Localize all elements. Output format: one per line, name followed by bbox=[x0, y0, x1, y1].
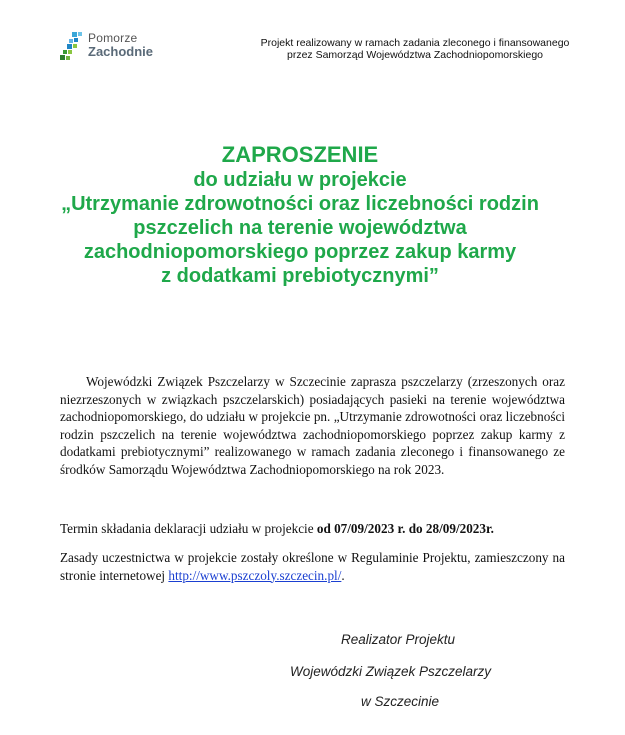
project-name-line-1: „Utrzymanie zdrowotności oraz liczebności rodzin bbox=[61, 193, 539, 215]
header-note-line-2: przez Samorząd Województwa Zachodniopomorskiego bbox=[286, 49, 543, 61]
logo-text-top: Pomorze bbox=[88, 31, 138, 45]
rules-suffix: . bbox=[341, 567, 345, 583]
signature-line-2: Wojewódzki Związek Pszczelarzy bbox=[290, 664, 492, 679]
signature-line-3: w Szczecinie bbox=[361, 694, 440, 709]
deadline-label: Termin składania deklaracji udziału w projekcie bbox=[60, 521, 317, 536]
pomorze-zachodnie-logo-mark-icon bbox=[58, 30, 84, 64]
deadline-paragraph bbox=[60, 520, 565, 538]
invitation-subtitle: do udziału w projekcie bbox=[193, 169, 407, 191]
project-name-line-4: z dodatkami prebiotycznymi” bbox=[161, 265, 439, 287]
invitation-title-block bbox=[40, 142, 560, 288]
invitation-paragraph: Wojewódzki Związek Pszczelarzy w Szczecinie zaprasza pszczelarzy (zrzeszonych oraz niezrzeszonych w związkach pszczelarskich) posiadających pasieki na terenie województwa zachodniopomorskiego, do udziału w projekcie pn. „Utrzymanie zdrowotności oraz liczebności rodzin pszczelich na terenie województwa zachodniopomorskiego poprzez zakup karmy z dodatkami prebiotycznymi” realizowanego w ramach zadania zleconego i finansowanego ze środków Samorządu Województwa Zachodniopomorskiego na rok 2023. bbox=[60, 374, 565, 477]
rules-paragraph bbox=[60, 549, 565, 584]
logo-wordmark bbox=[88, 32, 153, 58]
header-project-note bbox=[240, 37, 590, 61]
signature-line-1: Realizator Projektu bbox=[341, 632, 456, 647]
pomorze-zachodnie-logo bbox=[58, 30, 158, 64]
project-name-line-3: zachodniopomorskiego poprzez zakup karmy bbox=[83, 241, 517, 263]
logo-text-bottom: Zachodnie bbox=[88, 44, 154, 59]
project-name-line-2: pszczelich na terenie województwa bbox=[133, 217, 467, 239]
header-note-line-1: Projekt realizowany w ramach zadania zleconego i finansowanego bbox=[260, 37, 570, 49]
invitation-title: ZAPROSZENIE bbox=[221, 142, 379, 167]
website-link[interactable]: http://www.pszczoly.szczecin.pl/ bbox=[168, 567, 342, 583]
deadline-dates: od 07/09/2023 r. do 28/09/2023r. bbox=[316, 521, 494, 536]
rules-text: Zasady uczestnictwa w projekcie zostały określone w Regulaminie Projektu, zamieszczony na stronie internetowej bbox=[60, 550, 565, 583]
